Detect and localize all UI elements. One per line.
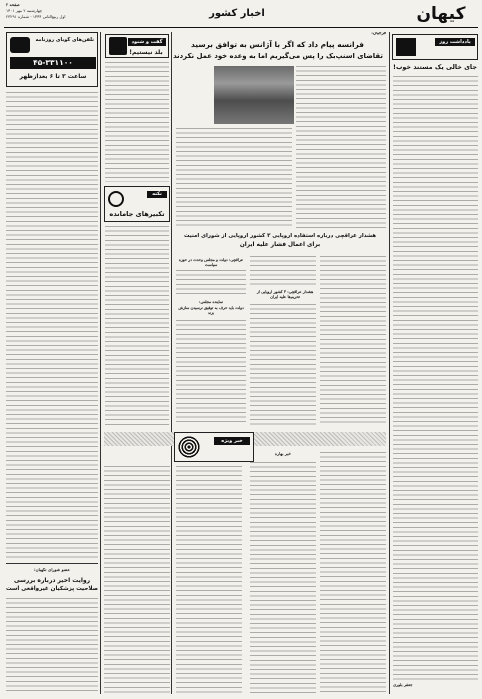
khabar-vizheh-badge: خبر ویژه — [214, 437, 250, 445]
tekbir-text — [105, 226, 169, 426]
lower-text-3 — [250, 462, 316, 694]
mid-text-3 — [250, 304, 316, 426]
mid-sub-4: هشدار عراقچی: ۳ کشور اروپایی از تحریم‌ها علیه ایران — [256, 290, 314, 299]
issue-date: چهارشنبه ۲ مهر ۱۴۰۱ — [6, 9, 43, 13]
issue-number: اول ربیع‌الثانی ۱۴۴۴ - شماره ۲۳۲۹۱ — [6, 15, 66, 19]
column-icon — [109, 37, 127, 55]
mid-text-2 — [250, 256, 316, 286]
spiral-icon — [178, 436, 200, 458]
phone-hours: ساعت ۳ تا ۶ بعدازظهر — [19, 73, 87, 80]
letters-text — [6, 92, 98, 560]
center-text-right — [296, 66, 386, 228]
lower-note-title: خبر بهاره — [274, 452, 292, 456]
center-kicker: فرجیان: — [371, 32, 386, 36]
center-text-left — [176, 128, 292, 228]
mid-text-5 — [176, 320, 246, 426]
column-rule — [171, 32, 172, 694]
lower-text-1 — [104, 466, 170, 694]
editorial-title: جای خالی یک مستند خوب! — [393, 63, 477, 71]
bottom-story-title-2: صلاحیت پزشکیان غیرواقعی است — [5, 586, 99, 592]
bottom-story-kicker: عضو شورای نگهبان: — [34, 568, 70, 572]
editorial-box — [392, 34, 478, 60]
column-title: بلد نیستیم! — [129, 49, 163, 56]
editorial-badge: یادداشت روز — [435, 38, 475, 46]
column-rule — [389, 32, 390, 694]
column-badge: گفت و شنود — [128, 38, 166, 46]
column-rule — [100, 32, 101, 694]
masthead-rule — [4, 27, 478, 28]
mid-text-4 — [176, 270, 246, 296]
phone-number-band — [10, 57, 96, 69]
masthead-logo: کیهان — [416, 4, 466, 24]
contact-box-title: تلفن‌های گویای روزنامه — [35, 37, 94, 43]
lower-text-4 — [320, 452, 386, 694]
center-headline-2: تقاضای اسنپ‌بک را پس می‌گیریم اما به وعده خود عمل نکردند — [173, 52, 383, 60]
mid-headline-1: هشدار عراقچی درباره استفاده اروپایی ۳ کشور اروپایی از شورای امنیت — [183, 233, 377, 239]
tekbir-title: تکبیرهای جامانده — [109, 210, 165, 218]
editorial-icon — [396, 38, 416, 56]
phone-box — [6, 32, 98, 87]
tekbir-label: نکته — [147, 191, 167, 198]
editorial-author: جعفر بلوری — [393, 683, 413, 687]
phone-number: ۴۵-۳۳۱۱۰۰ — [33, 58, 73, 67]
bottom-story-text — [6, 598, 98, 694]
page-number: صفحه ۲ — [6, 3, 20, 7]
center-headline-1: فرانسه پیام داد که اگر با آژانس به توافق برسید — [191, 40, 364, 49]
tekbir-box — [104, 186, 170, 222]
mid-sub-2: نماینده مجلس: — [199, 300, 223, 304]
phone-icon — [10, 37, 30, 53]
column-text — [105, 62, 169, 182]
column-badge-box — [105, 34, 169, 58]
bottom-story-title-1: روایت اخیر درباره بررسی — [13, 577, 91, 584]
mid-sub-1: عراقچی: دولت و مجلس وحدت در حوزه سیاست — [178, 258, 244, 267]
tekbir-icon — [108, 191, 124, 207]
section-title: اخبار کشور — [209, 8, 265, 19]
mid-text-1 — [320, 256, 386, 426]
lower-text-2 — [176, 466, 242, 694]
khabar-vizheh-box — [174, 432, 254, 462]
editorial-text — [393, 76, 478, 680]
mid-headline-2: برای اعمال فشار علیه ایران — [239, 242, 321, 248]
center-photo — [214, 66, 294, 124]
sidebar-divider — [6, 563, 98, 564]
mid-sub-3: دولت باید حرف به توفیق نرسیدن سازش بزند — [178, 306, 244, 315]
